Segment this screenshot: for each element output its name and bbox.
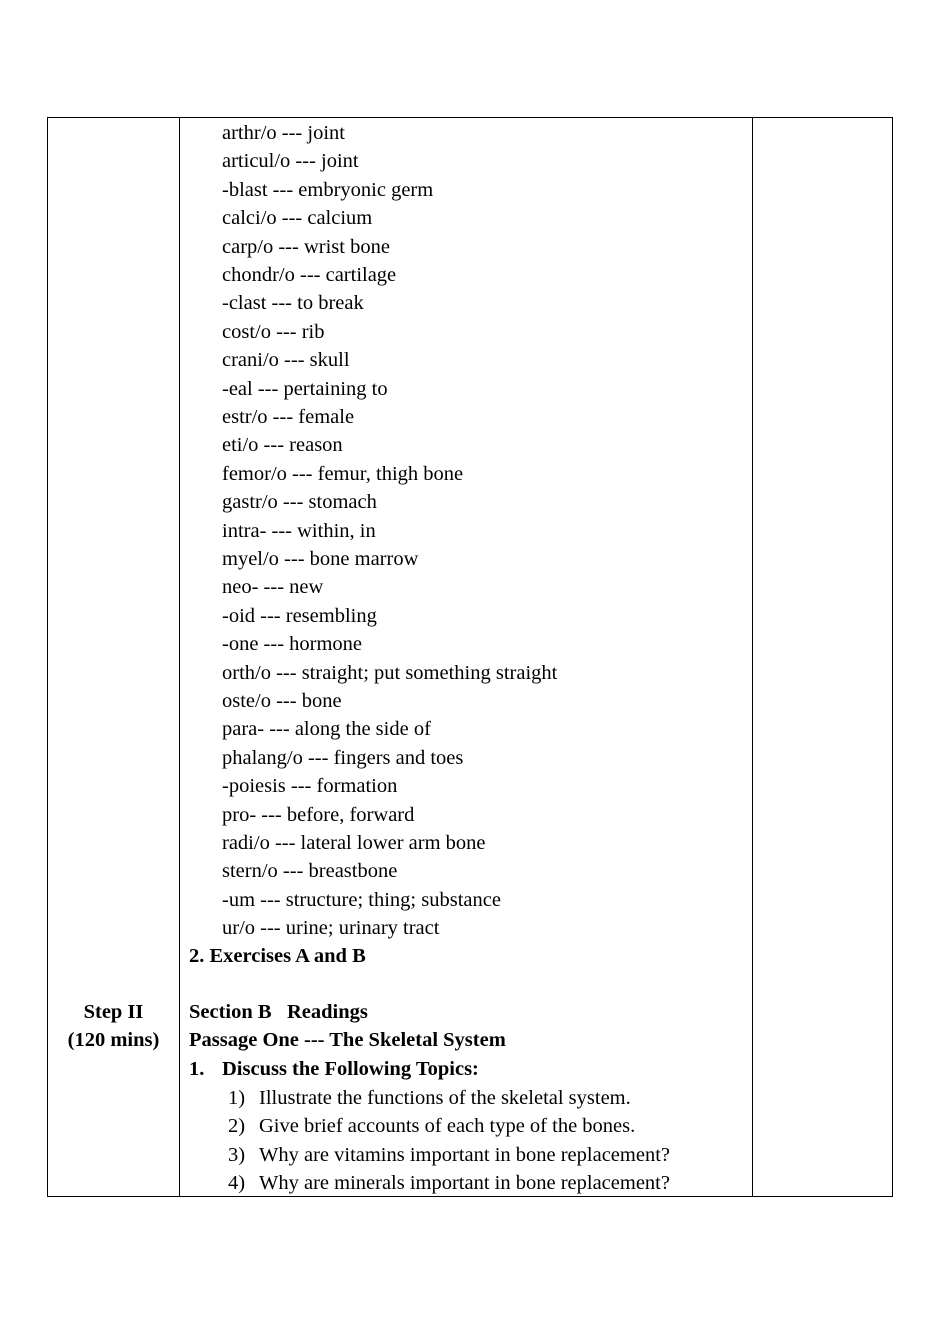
term-item: arthr/o --- joint (222, 122, 345, 144)
topic-text: Why are minerals important in bone replacement? (259, 1172, 670, 1195)
topic-text: Why are vitamins important in bone replacement? (259, 1143, 670, 1166)
term-item: cost/o --- rib (222, 320, 325, 343)
term-item: -oid --- resembling (222, 604, 377, 627)
step-title: Step II (83, 1001, 144, 1023)
notes-column (752, 118, 892, 1196)
term-item: stern/o --- breastbone (222, 860, 398, 883)
term-item: neo- --- new (222, 576, 324, 599)
term-item: carp/o --- wrist bone (222, 235, 390, 258)
step-duration: (120 mins) (67, 1029, 160, 1051)
discuss-number: 1. (189, 1058, 205, 1080)
term-item: articul/o --- joint (222, 150, 359, 173)
exercises-heading: 2. Exercises A and B (189, 945, 366, 967)
term-item: pro- --- before, forward (222, 803, 415, 826)
section-heading: Section B Readings (189, 1001, 368, 1023)
lesson-table (47, 117, 893, 1197)
term-item: calci/o --- calcium (222, 207, 373, 230)
topic-text: Illustrate the functions of the skeletal system. (259, 1087, 631, 1109)
term-item: radi/o --- lateral lower arm bone (222, 832, 486, 854)
term-item: -clast --- to break (222, 292, 364, 315)
term-item: -poiesis --- formation (222, 775, 398, 798)
term-item: para- --- along the side of (222, 718, 431, 741)
term-item: -one --- hormone (222, 633, 363, 656)
term-item: eti/o --- reason (222, 434, 343, 457)
topic-number: 4) (228, 1172, 246, 1195)
topic-number: 3) (228, 1143, 246, 1166)
term-item: crani/o --- skull (222, 349, 350, 372)
step-column (48, 118, 179, 1196)
topic-text: Give brief accounts of each type of the bones. (259, 1115, 636, 1138)
term-item: femor/o --- femur, thigh bone (222, 462, 464, 485)
topic-number: 1) (228, 1087, 246, 1109)
topic-number: 2) (228, 1115, 246, 1138)
term-item: oste/o --- bone (222, 690, 342, 712)
term-item: chondr/o --- cartilage (222, 264, 397, 286)
term-item: -blast --- embryonic germ (222, 178, 434, 201)
discuss-heading: Discuss the Following Topics: (222, 1058, 479, 1080)
term-item: ur/o --- urine; urinary tract (222, 917, 440, 940)
term-item: estr/o --- female (222, 406, 355, 428)
term-item: intra- --- within, in (222, 519, 376, 542)
content-column (179, 118, 752, 1196)
term-item: phalang/o --- fingers and toes (222, 746, 464, 769)
term-item: gastr/o --- stomach (222, 491, 377, 514)
term-item: -eal --- pertaining to (222, 377, 388, 400)
passage-heading: Passage One --- The Skeletal System (189, 1029, 506, 1051)
term-item: orth/o --- straight; put something straight (222, 661, 558, 684)
term-item: -um --- structure; thing; substance (222, 888, 501, 911)
term-item: myel/o --- bone marrow (222, 548, 419, 570)
